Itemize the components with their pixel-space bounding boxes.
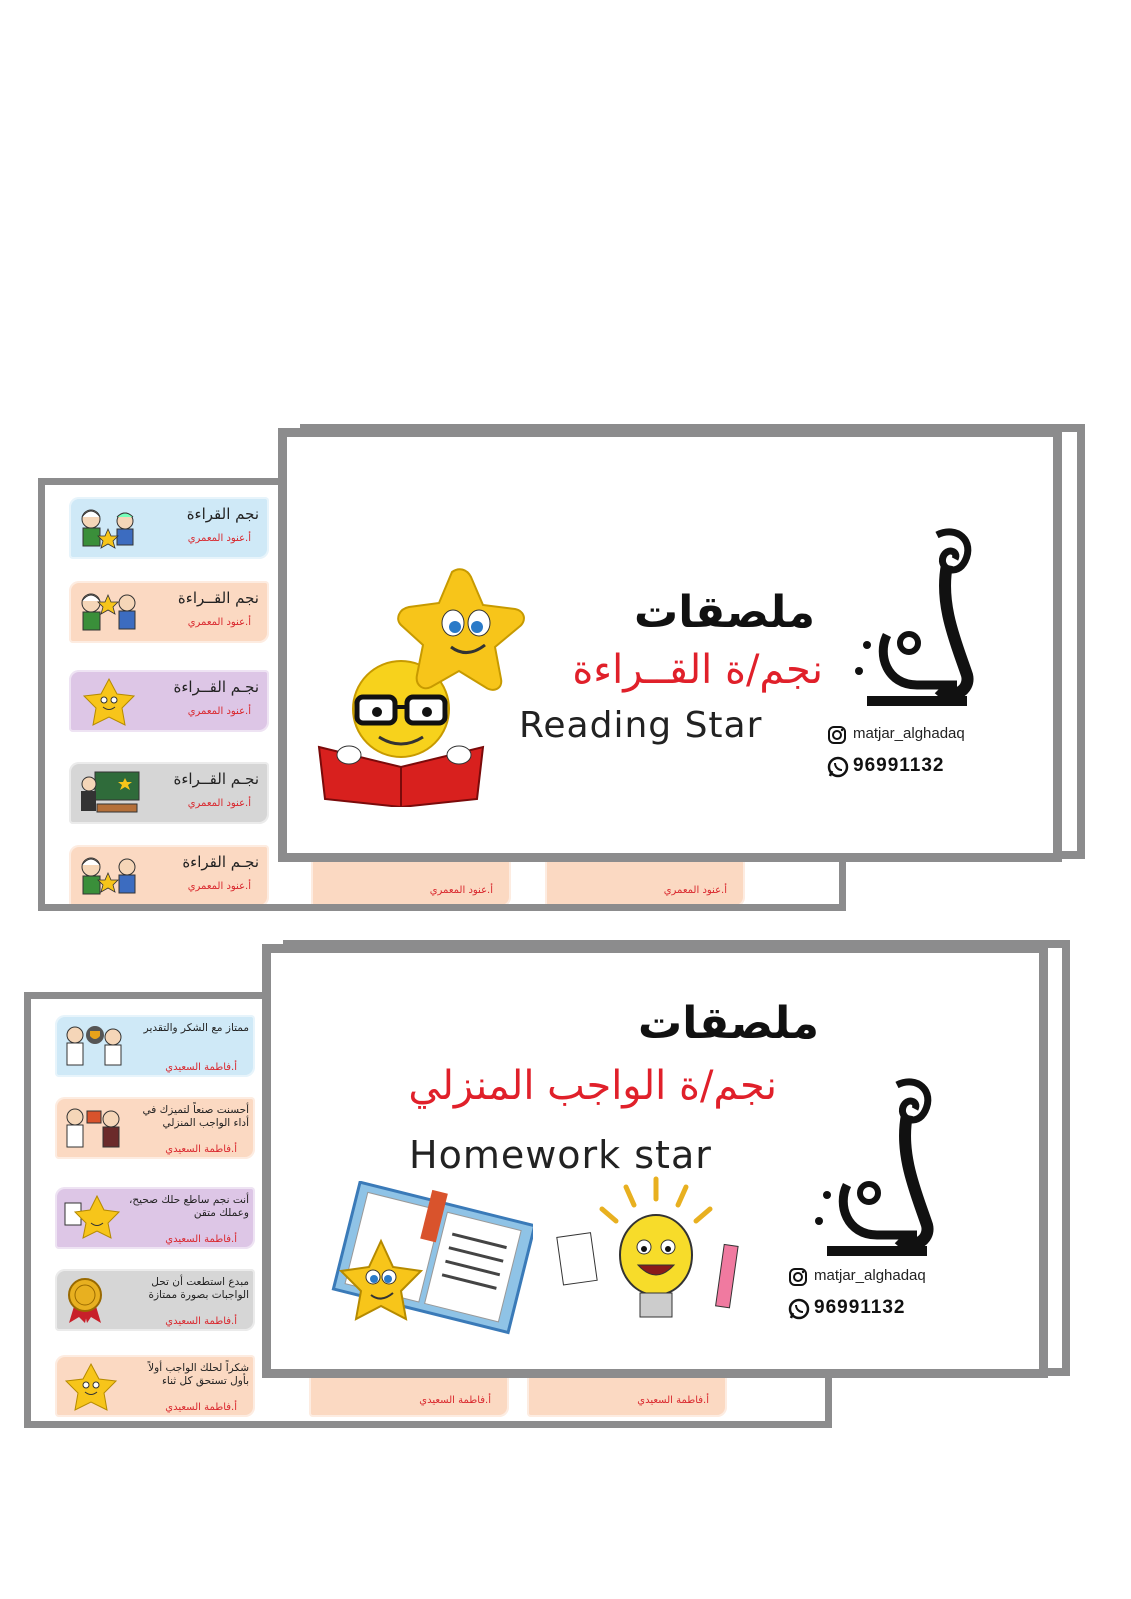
teacher-board-icon	[75, 768, 143, 818]
sticker-author: أ.فاطمة السعيدي	[419, 1395, 491, 1406]
sticker-author: أ.عنود المعمري	[429, 885, 493, 896]
star-icon	[75, 676, 143, 726]
star-icon	[61, 1361, 129, 1411]
cover-title: ملصقات	[638, 998, 819, 1049]
sticker-title: نجم القــراءة	[177, 589, 259, 607]
sticker-author: أ.عنود المعمري	[187, 881, 251, 892]
homework-star-cover-card	[262, 944, 1048, 1378]
kids-reading-icon	[75, 503, 143, 553]
sticker-author: أ.فاطمة السعيدي	[165, 1316, 237, 1327]
instagram-icon	[827, 725, 847, 745]
cover-subtitle: نجم/ة الواجب المنزلي	[408, 1063, 777, 1109]
cover-english-title: Reading Star	[519, 705, 763, 746]
medal-icon	[61, 1275, 129, 1325]
sticker-homework-2	[55, 1097, 255, 1159]
sticker-homework-4	[55, 1269, 255, 1331]
sticker-title: أنت نجم ساطع حلك صحيح، وعملك متقن	[129, 1194, 249, 1219]
sticker-author: أ.فاطمة السعيدي	[165, 1402, 237, 1413]
sticker-title: أحسنت صنعاً لتميزك في أداء الواجب المنزلي	[142, 1104, 249, 1129]
sticker-homework-5	[55, 1355, 255, 1417]
sticker-title: مبدع استطعت أن تحل الواجبات بصورة ممتازة	[148, 1276, 249, 1301]
sticker-title: شكراً لحلك الواجب أولاً بأول تستحق كل ثناء	[148, 1362, 249, 1387]
book-star-icon	[323, 1181, 533, 1346]
sticker-author: أ.فاطمة السعيدي	[165, 1144, 237, 1155]
sticker-homework-1	[55, 1015, 255, 1077]
sticker-reading-5	[69, 845, 269, 907]
whatsapp-icon	[826, 755, 850, 779]
sticker-title: نجـم القــراءة	[173, 678, 259, 696]
sticker-author: أ.فاطمة السعيدي	[165, 1234, 237, 1245]
sticker-author: أ.فاطمة السعيدي	[637, 1395, 709, 1406]
sticker-author: أ.عنود المعمري	[187, 706, 251, 717]
lightbulb-icon	[556, 1175, 756, 1325]
kids-reading-icon	[75, 851, 143, 901]
sticker-author: أ.عنود المعمري	[187, 617, 251, 628]
phone-number: 96991132	[814, 1297, 906, 1318]
sticker-author: أ.عنود المعمري	[663, 885, 727, 896]
cover-subtitle: نجم/ة القــراءة	[572, 647, 823, 693]
alghadaq-logo	[847, 525, 987, 715]
phone-number: 96991132	[853, 755, 945, 776]
whatsapp-icon	[787, 1297, 811, 1321]
sticker-author: أ.عنود المعمري	[187, 798, 251, 809]
kids-reading-icon	[75, 587, 143, 637]
sticker-title: نجـم القراءة	[182, 853, 259, 871]
cover-english-title: Homework star	[409, 1133, 712, 1177]
reading-star-cover-card	[278, 428, 1062, 862]
sticker-author: أ.عنود المعمري	[187, 533, 251, 544]
sticker-homework-3	[55, 1187, 255, 1249]
sticker-author: أ.فاطمة السعيدي	[165, 1062, 237, 1073]
sticker-title: نجم القراءة	[186, 505, 259, 523]
smiling-star-icon	[397, 567, 527, 692]
kids-homework-icon	[61, 1103, 129, 1153]
alghadaq-logo	[807, 1075, 947, 1265]
instagram-handle: matjar_alghadaq	[814, 1267, 926, 1284]
sticker-title: نجـم القــراءة	[173, 770, 259, 788]
cover-title: ملصقات	[634, 587, 815, 638]
instagram-handle: matjar_alghadaq	[853, 725, 965, 742]
sticker-title: ممتاز مع الشكر والتقدير	[143, 1022, 249, 1034]
instagram-icon	[788, 1267, 808, 1287]
star-with-paper-icon	[61, 1193, 129, 1243]
sticker-reading-4	[69, 762, 269, 824]
sticker-reading-1	[69, 497, 269, 559]
sticker-reading-3	[69, 670, 269, 732]
sticker-reading-2	[69, 581, 269, 643]
kids-trophy-icon	[61, 1021, 129, 1071]
